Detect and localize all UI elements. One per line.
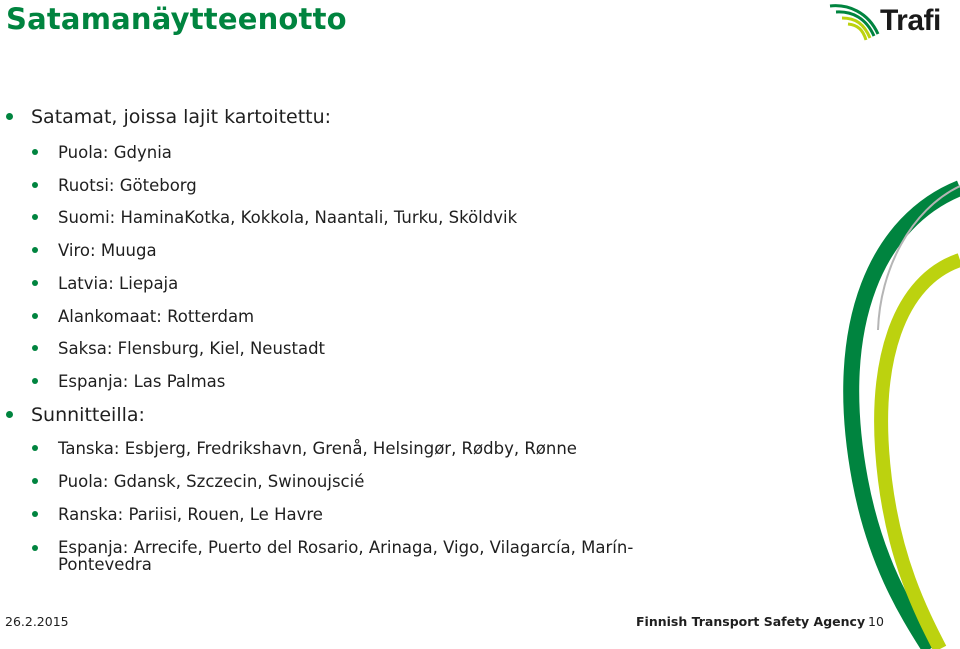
list-item: Latvia: Liepaja bbox=[58, 274, 178, 293]
list-item: Espanja: Las Palmas bbox=[58, 372, 225, 391]
footer-agency: Finnish Transport Safety Agency bbox=[636, 614, 866, 629]
bullet-icon bbox=[32, 280, 38, 286]
footer-date: 26.2.2015 bbox=[5, 614, 69, 629]
list-item: Ruotsi: Göteborg bbox=[58, 176, 197, 195]
bullet-icon bbox=[32, 511, 38, 517]
bullet-icon bbox=[6, 411, 13, 418]
bullet-icon bbox=[6, 113, 13, 120]
bullet-icon bbox=[32, 149, 38, 155]
section-heading: Satamat, joissa lajit kartoitettu: bbox=[31, 106, 331, 128]
bullet-icon bbox=[32, 345, 38, 351]
bullet-icon bbox=[32, 313, 38, 319]
logo-wordmark: Trafi bbox=[880, 4, 941, 37]
bullet-icon bbox=[32, 214, 38, 220]
bullet-icon bbox=[32, 445, 38, 451]
list-item: Saksa: Flensburg, Kiel, Neustadt bbox=[58, 339, 325, 358]
bullet-icon bbox=[32, 478, 38, 484]
page-number: 10 bbox=[868, 614, 884, 629]
slide-title: Satamanäytteenotto bbox=[6, 2, 347, 36]
bullet-icon bbox=[32, 182, 38, 188]
list-item: Ranska: Pariisi, Rouen, Le Havre bbox=[58, 505, 323, 524]
bullet-icon bbox=[32, 378, 38, 384]
list-item: Tanska: Esbjerg, Fredrikshavn, Grenå, Helsingør, Rødby, Rønne bbox=[58, 439, 577, 458]
bullet-icon bbox=[32, 545, 38, 551]
list-item: Puola: Gdynia bbox=[58, 143, 172, 162]
list-item: Viro: Muuga bbox=[58, 241, 157, 260]
list-item: Alankomaat: Rotterdam bbox=[58, 307, 254, 326]
bullet-icon bbox=[32, 247, 38, 253]
list-item: Suomi: HaminaKotka, Kokkola, Naantali, Turku, Sköldvik bbox=[58, 208, 517, 227]
list-item: Espanja: Arrecife, Puerto del Rosario, Arinaga, Vigo, Vilagarcía, Marín-Pontevedra bbox=[58, 539, 718, 573]
decorative-arcs bbox=[820, 180, 960, 649]
section-heading: Sunnitteilla: bbox=[31, 404, 145, 426]
list-item: Puola: Gdansk, Szczecin, Swinoujscié bbox=[58, 472, 364, 491]
